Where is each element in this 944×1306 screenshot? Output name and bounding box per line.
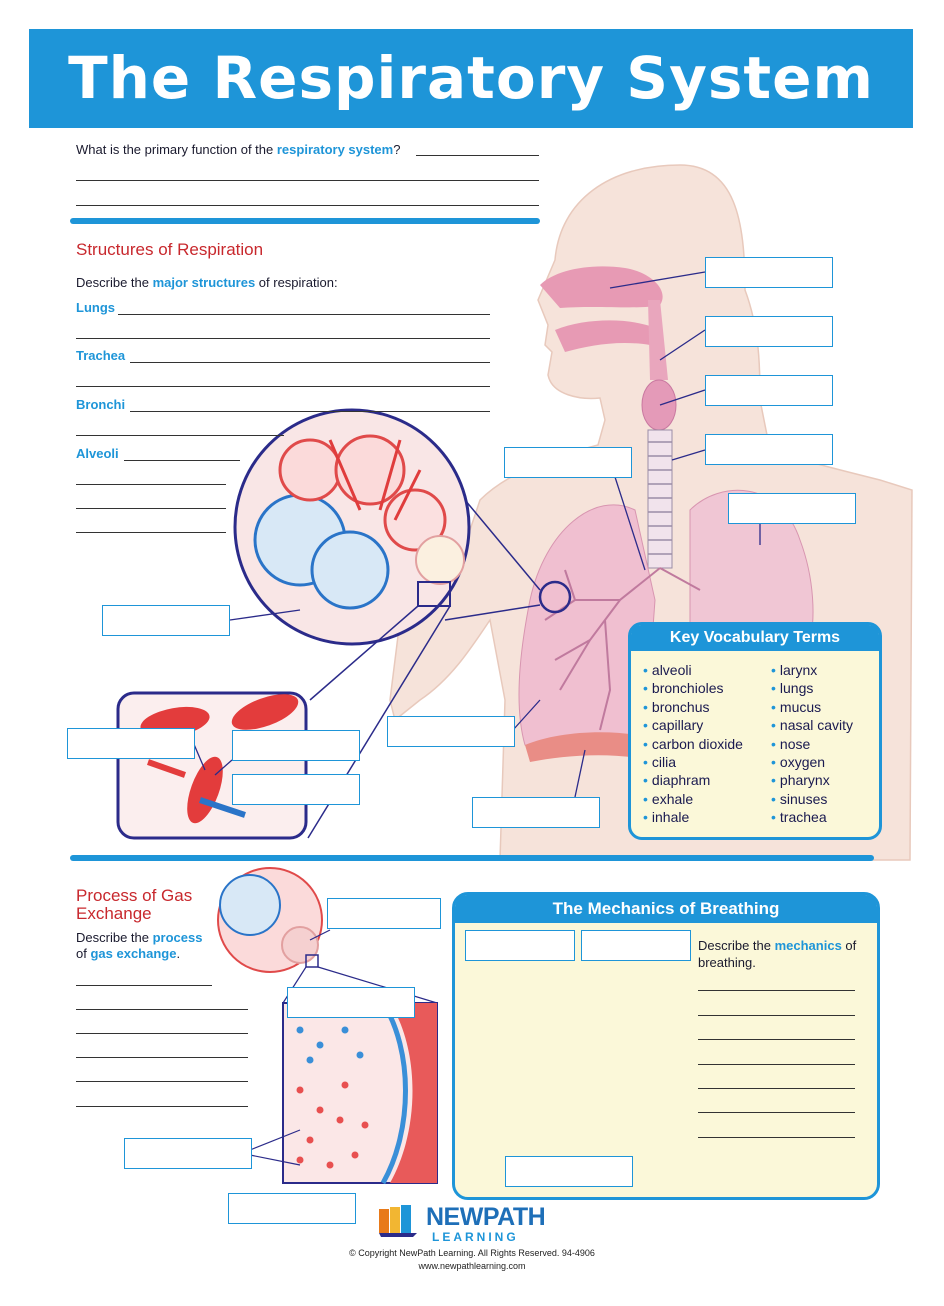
vocab-term: • pharynx — [771, 771, 853, 789]
answer-line[interactable] — [76, 338, 490, 339]
label-box-pharynx[interactable] — [705, 316, 833, 347]
label-box-diaphragm[interactable] — [472, 797, 600, 828]
vocabulary-column-1 — [643, 661, 743, 827]
answer-line[interactable] — [698, 1112, 855, 1113]
label-box-bronchiole[interactable] — [387, 716, 515, 747]
label-box-gas-detail[interactable] — [287, 987, 415, 1018]
answer-line[interactable] — [76, 1033, 248, 1034]
vocab-term: • inhale — [643, 808, 743, 826]
question-highlight: respiratory system — [276, 142, 394, 157]
prompt-highlight: major structures — [152, 275, 256, 290]
answer-line[interactable] — [76, 386, 490, 387]
question-suffix: ? — [393, 142, 401, 157]
function-question — [76, 142, 400, 157]
mechanics-heading: The Mechanics of Breathing — [455, 895, 877, 923]
vocab-term: • capillary — [643, 716, 743, 734]
vocab-term: • nasal cavity — [771, 716, 853, 734]
label-box-larynx[interactable] — [705, 375, 833, 406]
vocab-term: • exhale — [643, 790, 743, 808]
vocab-term: • carbon dioxide — [643, 735, 743, 753]
section-divider — [70, 855, 874, 861]
label-box-gas-oxygen[interactable] — [124, 1138, 252, 1169]
vocab-term: • sinuses — [771, 790, 853, 808]
structure-label-bronchi: Bronchi — [76, 397, 126, 412]
label-box-alveoli[interactable] — [102, 605, 230, 636]
vocab-term: • bronchioles — [643, 679, 743, 697]
label-box-capillary-b[interactable] — [232, 730, 360, 761]
page-title: The Respiratory System — [68, 44, 874, 112]
label-box-gas-carbon-dioxide[interactable] — [228, 1193, 356, 1224]
structure-label-alveoli: Alveoli — [76, 446, 119, 461]
vocab-term: • alveoli — [643, 661, 743, 679]
answer-line[interactable] — [76, 180, 539, 181]
gas-exchange-prompt — [76, 930, 202, 962]
structure-label-trachea: Trachea — [76, 348, 126, 363]
answer-line[interactable] — [76, 1106, 248, 1107]
vocab-term: • trachea — [771, 808, 853, 826]
answer-line[interactable] — [698, 1088, 855, 1089]
prompt-suffix: of respiration: — [255, 275, 338, 290]
gas-exchange-heading — [76, 887, 192, 923]
footer-url[interactable]: www.newpathlearning.com — [418, 1261, 526, 1271]
label-box-capillary-a[interactable] — [67, 728, 195, 759]
label-box-gas-alveolus[interactable] — [327, 898, 441, 929]
answer-line[interactable] — [698, 1064, 855, 1065]
answer-line[interactable] — [698, 1039, 855, 1040]
prompt-highlight: mechanics — [774, 938, 842, 953]
label-box-inhale[interactable] — [465, 930, 575, 961]
answer-line[interactable] — [130, 362, 490, 363]
answer-line[interactable] — [416, 155, 539, 156]
answer-line[interactable] — [76, 205, 539, 206]
answer-line[interactable] — [76, 435, 284, 436]
label-box-lung[interactable] — [728, 493, 856, 524]
vocabulary-column-2 — [771, 661, 853, 827]
answer-line[interactable] — [76, 1081, 248, 1082]
vocab-term: • cilia — [643, 753, 743, 771]
prompt-prefix: Describe the — [76, 275, 153, 290]
vocab-term: • diaphram — [643, 771, 743, 789]
question-prefix: What is the primary function of the — [76, 142, 277, 157]
gas-exchange-heading-line1: Process of Gas — [76, 886, 193, 905]
answer-line[interactable] — [698, 1015, 855, 1016]
trachea-shape — [648, 430, 672, 568]
prompt-highlight: process — [152, 930, 203, 945]
vocab-term: • bronchus — [643, 698, 743, 716]
answer-line[interactable] — [76, 484, 226, 485]
logo-wordmark-learning: LEARNING — [432, 1230, 519, 1244]
label-box-nasal-cavity[interactable] — [705, 257, 833, 288]
vocab-term: • nose — [771, 735, 853, 753]
answer-line[interactable] — [118, 314, 490, 315]
prompt-suffix: of — [841, 938, 857, 953]
label-box-trachea[interactable] — [705, 434, 833, 465]
answer-line[interactable] — [124, 460, 240, 461]
section-divider — [70, 218, 540, 224]
vocab-term: • larynx — [771, 661, 853, 679]
prompt-highlight: gas exchange — [90, 946, 177, 961]
newpath-logo-icon — [377, 1203, 421, 1239]
gas-exchange-heading-line2: Exchange — [76, 904, 152, 923]
vocabulary-heading: Key Vocabulary Terms — [631, 625, 879, 651]
answer-line[interactable] — [698, 1137, 855, 1138]
vocab-term: • oxygen — [771, 753, 853, 771]
vocab-term: • mucus — [771, 698, 853, 716]
label-box-bronchus[interactable] — [504, 447, 632, 478]
answer-line[interactable] — [76, 1009, 248, 1010]
answer-line[interactable] — [76, 532, 226, 533]
copyright-text: © Copyright NewPath Learning. All Rights Reserved. 94-4906 — [349, 1248, 595, 1258]
structures-heading: Structures of Respiration — [76, 240, 264, 259]
answer-line[interactable] — [76, 1057, 248, 1058]
answer-line[interactable] — [130, 411, 490, 412]
answer-line[interactable] — [76, 985, 212, 986]
prompt-mid: of — [76, 946, 91, 961]
answer-line[interactable] — [76, 508, 226, 509]
vocabulary-panel — [628, 622, 882, 840]
prompt-prefix: Describe the — [76, 930, 153, 945]
logo-wordmark-new: NEWPATH — [426, 1203, 546, 1231]
structures-prompt — [76, 275, 338, 290]
structure-label-lungs: Lungs — [76, 300, 115, 315]
prompt-line2: breathing. — [698, 955, 756, 970]
label-box-capillary-c[interactable] — [232, 774, 360, 805]
mechanics-prompt — [698, 937, 856, 971]
prompt-prefix: Describe the — [698, 938, 775, 953]
vocab-term: • lungs — [771, 679, 853, 697]
label-box-mechanics-diaphragm[interactable] — [505, 1156, 633, 1187]
answer-line[interactable] — [698, 990, 855, 991]
larynx-shape — [642, 380, 676, 430]
prompt-suffix: . — [176, 946, 181, 961]
label-box-exhale[interactable] — [581, 930, 691, 961]
